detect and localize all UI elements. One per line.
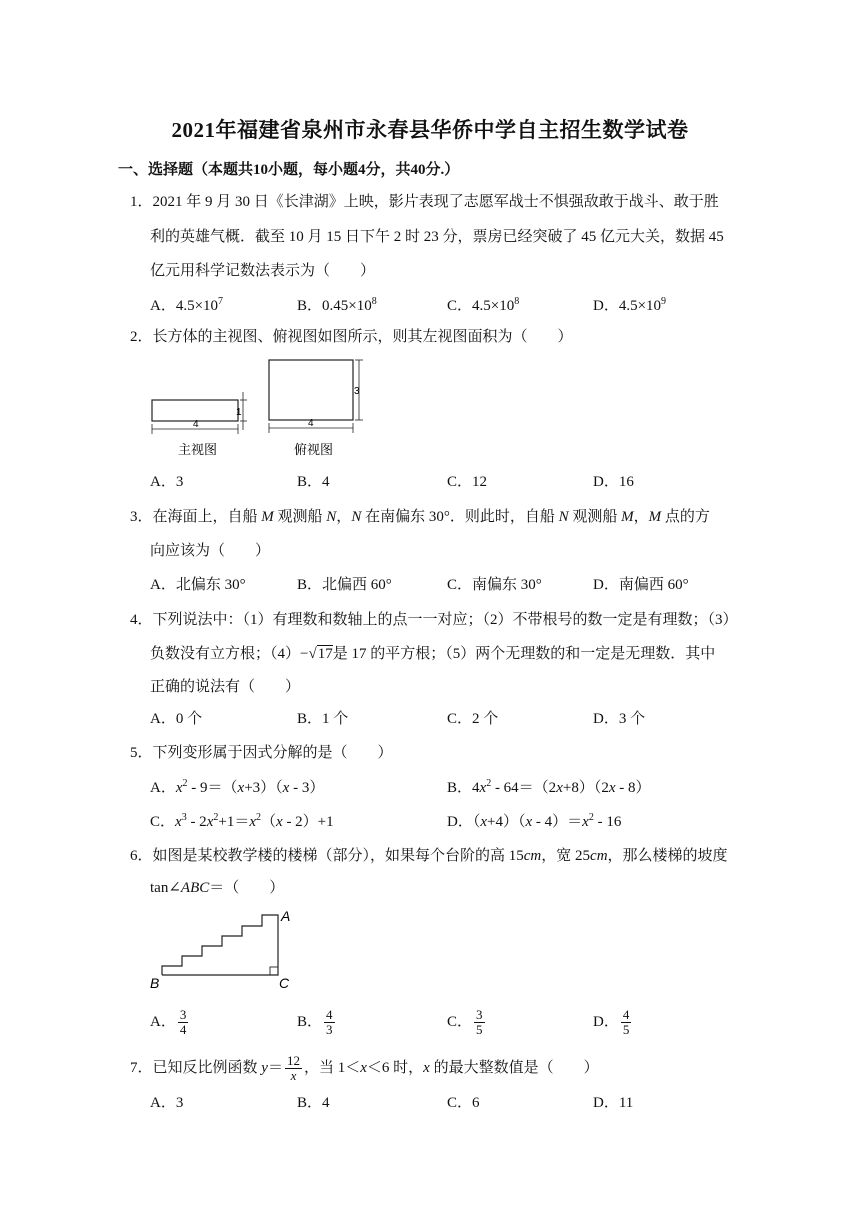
- fraction: $\frac{3}{4}$: [179, 1007, 187, 1037]
- section-heading: 一、选择题（本题共10小题，每小题4分，共40分.）: [118, 162, 460, 178]
- q3-line-1: 3．在海面上，自船 M 观测船 N，N 在南偏东 30°．则此时，自船 N 观测船 M，M 点的方: [130, 509, 710, 525]
- right-angle-mark: [270, 967, 278, 975]
- q2-line-1: 2．长方体的主视图、俯视图如图所示，则其左视图面积为（ ）: [130, 329, 573, 345]
- top-depth-label: 3: [354, 386, 360, 397]
- page-title: 2021年福建省泉州市永春县华侨中学自主招生数学试卷: [171, 118, 689, 142]
- point-b-label: B: [150, 975, 160, 991]
- q1-line-2: 利的英雄气概．截至 10 月 15 日下午 2 时 23 分，票房已经突破了 45 亿元大关，数据 45: [150, 229, 724, 245]
- q5-option-c: C．$x^3 - 2x^2+1=x^2(x - 2)+1$: [150, 812, 334, 830]
- q5-line-1: 5．下列变形属于因式分解的是（ ）: [130, 745, 393, 761]
- front-view-label: 主视图: [178, 442, 218, 457]
- q6-staircase-figure: [148, 904, 298, 992]
- q1-option-d: D．$4.5\times 10^9$: [593, 296, 667, 314]
- fraction: $\frac{4}{3}$: [326, 1007, 333, 1037]
- q4-line-1: 4．下列说法中：（1）有理数和数轴上的点一一对应；（2）不带根号的数一定是有理数；（3）: [130, 612, 738, 628]
- top-view-label: 俯视图: [294, 442, 334, 457]
- top-view-rect: [269, 360, 353, 420]
- fraction: $\frac{12}{x}$: [286, 1053, 300, 1083]
- q6-line-2: tan∠ABC＝（ ）: [150, 880, 285, 896]
- q5-option-b: B．$4x^2 - 64=(2x+8)(2x - 8)$: [447, 778, 651, 796]
- fraction: $\frac{3}{5}$: [476, 1007, 483, 1037]
- q4-option-c: C．2 个: [447, 711, 499, 727]
- q7-option-b: B．4: [297, 1095, 330, 1111]
- front-height-label: 1: [236, 407, 242, 418]
- point-a-label: A: [281, 908, 291, 924]
- q4-line-3: 正确的说法有（ ）: [150, 679, 301, 695]
- front-view-rect: [152, 400, 238, 421]
- q4-option-b: B．1 个: [297, 711, 349, 727]
- q6-option-c: C． $\frac{3}{5}$: [447, 1007, 483, 1037]
- q2-option-d: D．16: [593, 474, 634, 490]
- q3-option-a: A．北偏东 30°: [150, 577, 246, 593]
- q4-option-d: D．3 个: [593, 711, 646, 727]
- q1-option-a: A．$4.5\times 10^7$: [150, 296, 224, 314]
- q5-option-d: D．$(x+4)(x - 4)=x^2 - 16$: [447, 812, 622, 830]
- q2-figure: [148, 352, 368, 460]
- q7-option-a: A．3: [150, 1095, 184, 1111]
- q4-option-a: A．0 个: [150, 711, 203, 727]
- q6-option-b: B． $\frac{4}{3}$: [297, 1007, 333, 1037]
- q4-line-2: 负数没有立方根；（4）−√17是 17 的平方根；（5）两个无理数的和一定是无理数．其中: [150, 646, 716, 662]
- q6-option-a: A． $\frac{3}{4}$: [150, 1007, 187, 1037]
- front-width-label: 4: [193, 419, 199, 430]
- q6-option-d: D． $\frac{4}{5}$: [593, 1007, 630, 1037]
- q1-option-c: C．$4.5\times 10^8$: [447, 296, 520, 314]
- sqrt-expression: √17: [308, 646, 333, 662]
- q1-line-3: 亿元用科学记数法表示为（ ）: [150, 263, 376, 279]
- q3-option-c: C．南偏东 30°: [447, 577, 542, 593]
- point-c-label: C: [279, 975, 290, 991]
- q5-option-a: A．$x^2 - 9=(x+3)(x - 3)$: [150, 778, 325, 796]
- q7-line-1: 7．已知反比例函数 y＝ $\frac{12}{x}$ ，当 1＜x＜6 时，x 的最大整数值是（ ）: [130, 1053, 599, 1083]
- q1-line-1: 1．2021 年 9 月 30 日《长津湖》上映，影片表现了志愿军战士不惧强敌敢于战斗、敢于胜: [130, 194, 719, 210]
- q6-line-1: 6．如图是某校教学楼的楼梯（部分），如果每个台阶的高 15cm，宽 25cm，那么楼梯的坡度: [130, 848, 728, 864]
- q7-option-d: D．11: [593, 1095, 634, 1111]
- stair-outline: [162, 915, 278, 975]
- q2-option-a: A．3: [150, 474, 184, 490]
- q2-option-c: C．12: [447, 474, 488, 490]
- q1-option-b: B．$0.45\times 10^8$: [297, 296, 377, 314]
- q3-option-b: B．北偏西 60°: [297, 577, 392, 593]
- fraction: $\frac{4}{5}$: [622, 1007, 630, 1037]
- top-width-label: 4: [308, 418, 314, 429]
- q2-option-b: B．4: [297, 474, 330, 490]
- q3-line-2: 向应该为（ ）: [150, 543, 271, 559]
- q3-option-d: D．南偏西 60°: [593, 577, 689, 593]
- q7-option-c: C．6: [447, 1095, 480, 1111]
